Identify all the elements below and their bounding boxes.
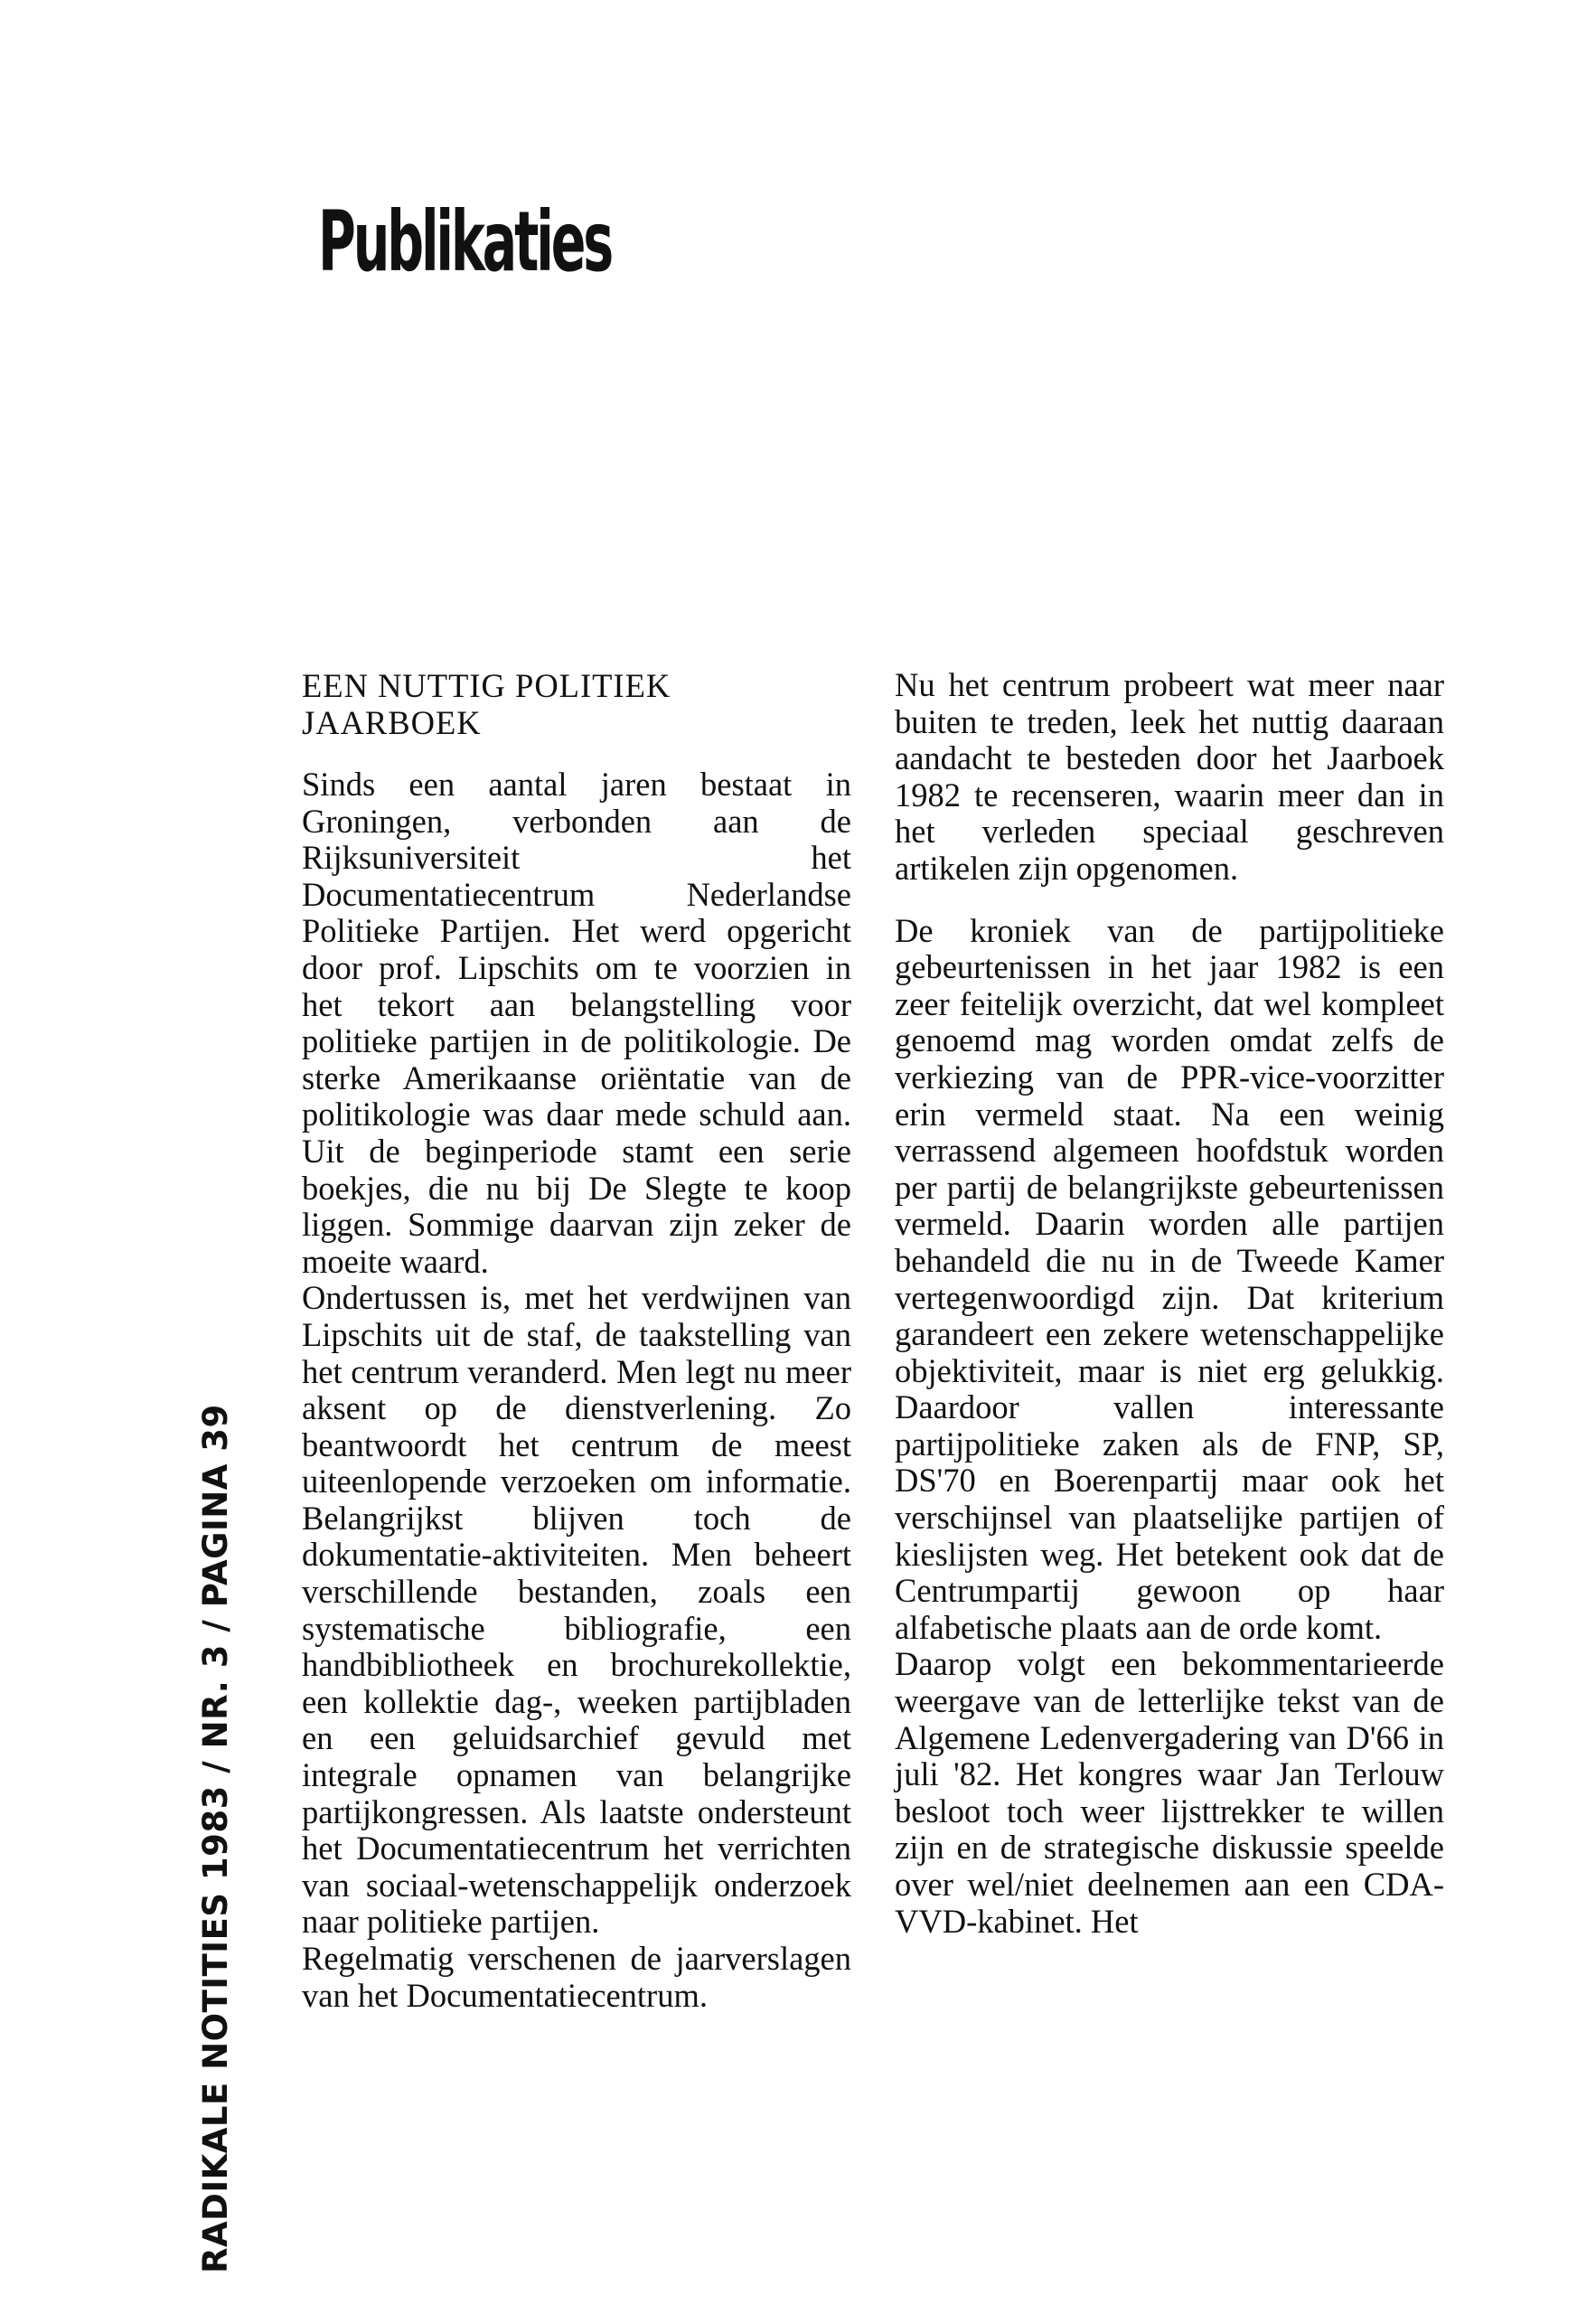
paragraph: De kroniek van de partijpolitieke gebeurtenissen in het jaar 1982 is een zeer feitelijk overzicht, dat wel kompleet genoemd mag worden omdat zelfs de verkiezing van de PPR-vice-voorzitter erin vermeld staat. Na een weinig verrassend algemeen hoofdstuk worden per partij de belangrijkste gebeurtenissen vermeld. Daarin worden alle partijen behandeld die nu in de Tweede Kamer vertegenwoordigd zijn. Dat kriterium garandeert een zekere wetenschappelijke objektiviteit, maar is niet erg gelukkig. Daardoor vallen interessante partijpolitieke zaken als de FNP, SP, DS'70 en Boerenpartij maar ook het verschijnsel van plaatselijke partijen of kieslijsten weg. Het betekent ook dat de Centrumpartij gewoon op haar alfabetische plaats aan de orde komt. [895, 911, 1444, 1646]
right-column [895, 667, 1444, 1940]
paragraph: Regelmatig verschenen de jaarverslagen van het Documentatiecentrum. [302, 1940, 851, 2014]
paragraph: Ondertussen is, met het verdwijnen van Lipschits uit de staf, de taakstelling van het centrum veranderd. Men legt nu meer aksent op de dienstverlening. Zo beantwoordt het centrum de meest uiteenlopende verzoeken om informatie. Belangrijkst blijven toch de dokumentatie-aktiviteiten. Men beheert verschillende bestanden, zoals een systematische bibliografie, een handbibliotheek en brochurekollektie, een kollektie dag-, weeken partijbladen en een geluidsarchief gevuld met integrale opnamen van belangrijke partijkongressen. Als laatste ondersteunt het Documentatiecentrum het verrichten van sociaal-wetenschappelijk onderzoek naar politieke partijen. [302, 1279, 851, 1941]
paragraph: Sinds een aantal jaren bestaat in Groningen, verbonden aan de Rijksuniversiteit het Documentatiecentrum Nederlandse Politieke Partijen. Het werd opgericht door prof. Lipschits om te voorzien in het tekort aan belangstelling voor politieke partijen in de politikologie. De sterke Amerikaanse oriëntatie van de politikologie was daar mede schuld aan. Uit de beginperiode stamt een serie boekjes, die nu bij De Slegte te koop liggen. Sommige daarvan zijn zeker de moeite waard. [302, 766, 851, 1280]
page-title: Publikaties [318, 193, 612, 290]
running-footer: RADIKALE NOTITIES 1983 / NR. 3 / PAGINA 39 [196, 1404, 235, 2273]
paragraph: Daarop volgt een bekommentarieerde weergave van de letterlijke tekst van de Algemene Ledenvergadering van D'66 in juli '82. Het kongres waar Jan Terlouw besloot toch weer lijsttrekker te willen zijn en de strategische diskussie speelde over wel/niet deelnemen aan een CDA-VVD-kabinet. Het [895, 1645, 1444, 1940]
left-column [302, 667, 851, 2014]
paragraph: Nu het centrum probeert wat meer naar buiten te treden, leek het nuttig daaraan aandacht te besteden door het Jaarboek 1982 te recenseren, waarin meer dan in het verleden speciaal geschreven artikelen zijn opgenomen. [895, 666, 1444, 887]
article-heading: EEN NUTTIG POLITIEK JAARBOEK [302, 667, 671, 741]
